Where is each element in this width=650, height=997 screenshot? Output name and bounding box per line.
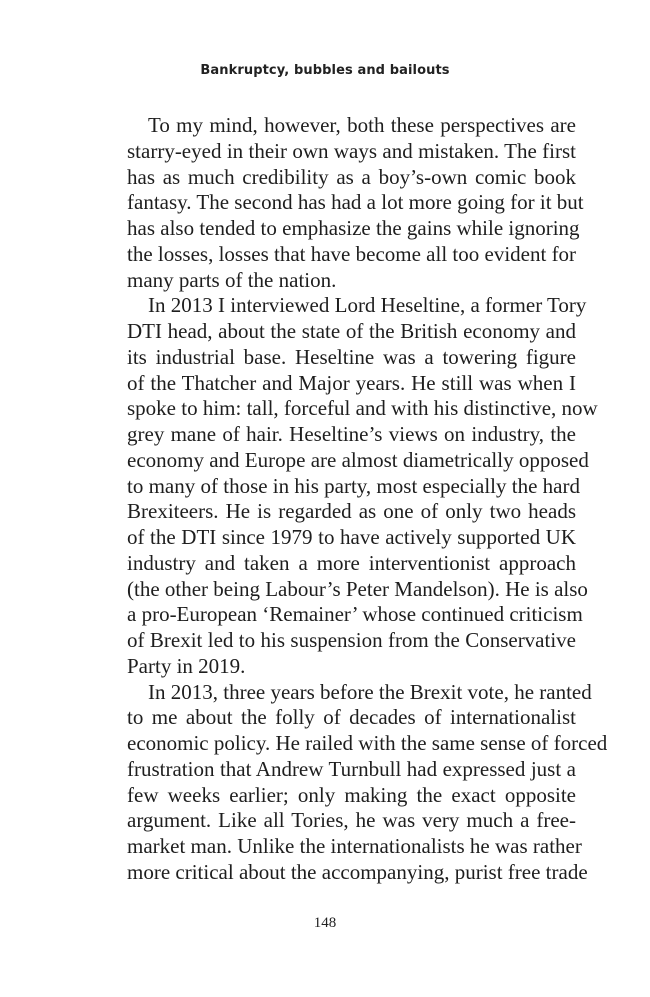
text-line: starry-eyed in their own ways and mistaken. The first xyxy=(127,138,576,163)
text-line: Brexiteers. He is regarded as one of only two heads xyxy=(127,499,576,524)
text-line: has also tended to emphasize the gains while ignoring xyxy=(127,216,580,240)
text-line: of Brexit led to his suspension from the Conservative xyxy=(127,628,576,652)
text-line: In 2013 I interviewed Lord Heseltine, a former Tory xyxy=(148,293,587,318)
text-line: frustration that Andrew Turnbull had expressed just a xyxy=(127,756,576,781)
text-line: argument. Like all Tories, he was very much a free- xyxy=(127,808,576,833)
text-line: DTI head, about the state of the British economy and xyxy=(127,319,576,343)
text-line: (the other being Labour’s Peter Mandelson). He is also xyxy=(127,576,588,601)
text-line: a pro-European ‘Remainer’ whose continued criticism xyxy=(127,602,583,627)
text-line: grey mane of hair. Heseltine’s views on industry, the xyxy=(127,422,576,446)
text-line: To my mind, however, both these perspectives are xyxy=(148,113,576,137)
text-line: has as much credibility as a boy’s-own comic book xyxy=(127,164,576,189)
text-line: to me about the folly of decades of internationalist xyxy=(127,705,576,730)
text-line: spoke to him: tall, forceful and with his distinctive, now xyxy=(127,396,598,421)
body-text xyxy=(106,113,608,886)
text-line: fantasy. The second has had a lot more going for it but xyxy=(127,190,584,215)
running-head: Bankruptcy, bubbles and bailouts xyxy=(200,63,450,78)
paragraph xyxy=(106,293,598,679)
text-line: of the DTI since 1979 to have actively supported UK xyxy=(127,525,576,549)
text-line: the losses, losses that have become all too evident for xyxy=(127,241,577,266)
text-line: its industrial base. Heseltine was a towering figure xyxy=(127,344,576,369)
text-line: industry and taken a more interventionist approach xyxy=(127,550,576,575)
text-line: to many of those in his party, most especially the hard xyxy=(127,473,580,498)
text-line: Party in 2019. xyxy=(127,653,246,678)
text-line: In 2013, three years before the Brexit vote, he ranted xyxy=(148,679,592,704)
paragraph xyxy=(106,679,608,886)
text-line: economy and Europe are almost diametrically opposed xyxy=(127,447,589,472)
text-line: many parts of the nation. xyxy=(127,267,337,292)
paragraph xyxy=(106,113,584,293)
page-number: 148 xyxy=(313,915,337,931)
text-line: economic policy. He railed with the same sense of forced xyxy=(127,731,608,755)
text-line: market man. Unlike the internationalists he was rather xyxy=(127,834,582,858)
text-line: of the Thatcher and Major years. He still was when I xyxy=(127,370,576,395)
text-line: few weeks earlier; only making the exact opposite xyxy=(127,782,576,807)
text-line: more critical about the accompanying, purist free trade xyxy=(127,859,588,884)
